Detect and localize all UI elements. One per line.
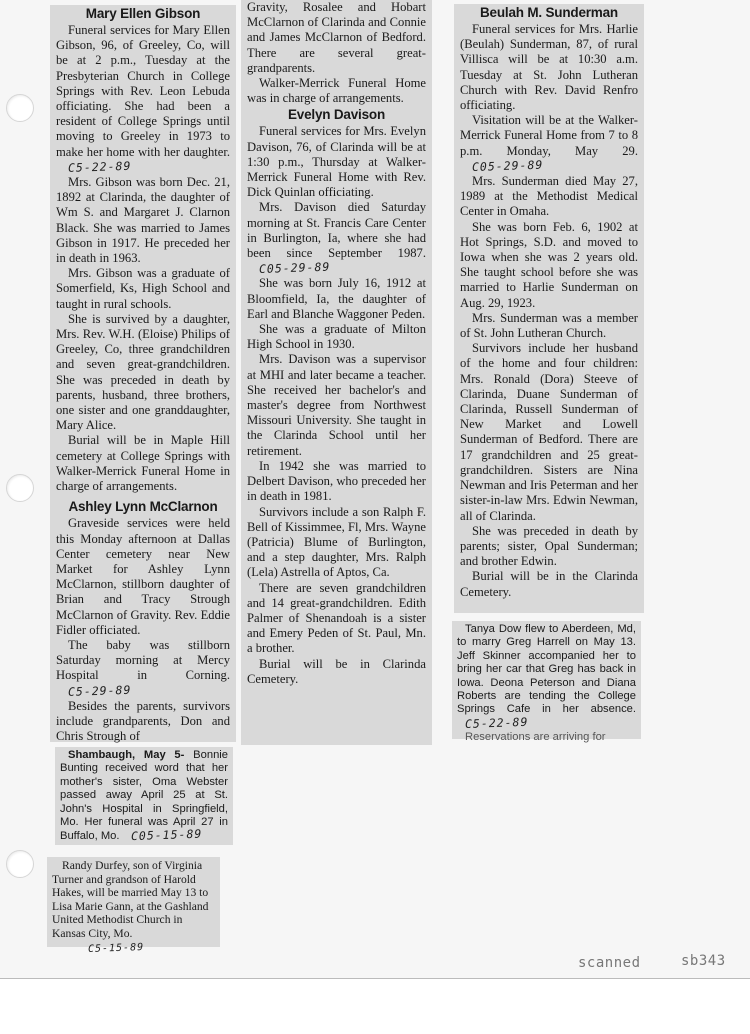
handwritten-date: C5-22-89 (464, 714, 529, 731)
mcclarnon-continued: Gravity, Rosalee and Hobart McClarnon of Clarinda and Connie and James McClarnon of Bedford. There are several great-grandparents. (247, 0, 426, 75)
davison-paragraph: She was born July 16, 1912 at Bloomfield, Ia, the daughter of Earl and Blanche Waggoner Peden. (247, 276, 426, 321)
clipping-davison (241, 0, 432, 745)
durfey-paragraph: Randy Durfey, son of Virginia Turner and grandson of Harold Hakes, will be married May 13 to Lisa Marie Gann, at the Gashland United Methodist Church in Kansas City, Mo. (52, 859, 209, 940)
mcclarnon-paragraph: Walker-Merrick Funeral Home was in charge of arrangements. (247, 76, 426, 106)
clipping-sunderman (454, 4, 644, 613)
handwritten-date: C5-29-89 (67, 682, 132, 699)
binder-hole-icon (6, 94, 34, 122)
davison-paragraph: Survivors include a son Ralph F. Bell of Kissimmee, Fl, Mrs. Wayne (Patricia) Blume of Burlington, and a step daughter, Mrs. Ralph (Lela) Astrella of Aptos, Ca. (247, 504, 426, 580)
gibson-paragraph: Mrs. Gibson was a graduate of Somerfield, Ks, High School and taught in rural schools. (56, 266, 230, 311)
shambaugh-paragraph: Shambaugh, May 5- Bonnie Bunting received word that her mother's sister, Oma Webster passed away April 25 at St. John's Hospital in Springfield, Mo. Her funeral was April 27 in Buffalo, Mo. C05-15-89 (60, 749, 229, 844)
clipping-dow (452, 621, 641, 744)
handwritten-date: C05-29-89 (258, 259, 331, 277)
scanned-note: scanned (578, 955, 641, 971)
obituary-title-gibson: Mary Ellen Gibson (85, 6, 201, 21)
davison-paragraph: In 1942 she was married to Delbert Davison, who preceded her in death in 1981. (247, 458, 426, 504)
obituary-title-davison: Evelyn Davison (288, 107, 385, 123)
davison-paragraph: Mrs. Davison died Saturday morning at St. Francis Care Center in Burlington, Ia, where she had been since September 1987. C05-29-89 (247, 200, 426, 277)
davison-paragraph: She was a graduate of Milton High School in 1930. (247, 322, 426, 352)
gibson-paragraph: She is survived by a daughter, Mrs. Rev. W.H. (Eloise) Philips of Greeley, Co, three grandchildren and seven great-grandchildren. She was preceded in death by parents, husband, three brothers, one sister and one granddaughter, Mary Alice. (56, 311, 230, 433)
page-bottom-margin (0, 978, 750, 1034)
handwritten-date: C05-29-89 (471, 157, 544, 174)
sunderman-paragraph: Mrs. Sunderman died May 27, 1989 at the Methodist Medical Center in Omaha. (460, 174, 638, 219)
dow-cut-line: Reservations are arriving for (465, 731, 606, 744)
obituary-title-mcclarnon: Ashley Lynn McClarnon (68, 499, 218, 515)
handwritten-date: C05-15-89 (130, 827, 203, 844)
gibson-paragraph: Mrs. Gibson was born Dec. 21, 1892 at Clarinda, the daughter of Wm S. and Margaret J. Clarnon Black. She was married to James Gibson in 1917. He preceded her in death in 1963. (56, 175, 230, 266)
davison-paragraph: Burial will be in Clarinda Cemetery. (247, 656, 426, 686)
gibson-paragraph: Funeral services for Mary Ellen Gibson, 96, of Greeley, Co, will be at 2 p.m., Tuesday at the Presbyterian Church in College Springs with Rev. Leon Lebuda officiating. She had been a resident of College Springs until moving to Greeley in 1973 to make her home with her daughter. C5-22-89 (56, 23, 230, 175)
gibson-paragraph: Burial will be in Maple Hill cemetery at College Springs with Walker-Merrick Funeral Home in charge of arrangements. (56, 433, 230, 494)
sunderman-paragraph: Visitation will be at the Walker-Merrick Funeral Home from 7 to 8 p.m. Monday, May 29. C05-29-89 (460, 113, 638, 174)
mcclarnon-paragraph: Graveside services were held this Monday afternoon at Dallas Center cemetery near New Market for Ashley Lynn McClarnon, stillborn daughter of Brian and Tracy Strough McClarnon of Gravity. Rev. Eddie Fidler officiated. (56, 516, 230, 637)
scrapbook-code: sb343 (681, 953, 726, 969)
binder-hole-icon (6, 474, 34, 502)
davison-paragraph: Mrs. Davison was a supervisor at MHI and later became a teacher. She received her bachelor's and master's degree from Northwest Missouri University. She taught in the Clarinda School until her retirement. (247, 352, 426, 458)
sunderman-paragraph: She was preceded in death by parents; sister, Opal Sunderman; and brother Edwin. (460, 523, 638, 569)
shambaugh-dateline: Shambaugh, May 5- (68, 749, 185, 761)
handwritten-date: C5-15-89 (87, 941, 145, 955)
davison-paragraph: Funeral services for Mrs. Evelyn Davison, 76, of Clarinda will be at 1:30 p.m., Thursday at Walker-Merrick Funeral Home with Rev. Dick Quinlan officiating. (247, 124, 426, 200)
clipping-gibson-mcclarnon (50, 5, 236, 742)
mcclarnon-paragraph: The baby was stillborn Saturday morning at Mercy Hospital in Corning.C5-29-89 (56, 637, 230, 699)
dow-paragraph: Tanya Dow flew to Aberdeen, Md, to marry Greg Harrell on May 13. Jeff Skinner accompanied her to bring her car that Greg has back in Iowa. Deona Peterson and Diana Roberts are tending the College Springs Cafe in her absence. C5-22-89 (457, 623, 636, 731)
sunderman-paragraph: Funeral services for Mrs. Harlie (Beulah) Sunderman, 87, of rural Villisca will be at 10:30 a.m. Tuesday at St. John Lutheran Church with Rev. David Renfro officiating. (460, 22, 638, 113)
sunderman-paragraph: She was born Feb. 6, 1902 at Hot Springs, S.D. and moved to Iowa when she was 2 years old. She taught school before she was married to Harlie Sunderman on Aug. 29, 1923. (460, 219, 638, 310)
handwritten-date: C5-22-89 (67, 158, 132, 175)
sunderman-paragraph: Burial will be in the Clarinda Cemetery. (460, 569, 638, 599)
sunderman-paragraph: Mrs. Sunderman was a member of St. John Lutheran Church. (460, 310, 638, 341)
clipping-shambaugh (55, 747, 233, 845)
sunderman-paragraph: Survivors include her husband of the home and four children: Mrs. Ronald (Dora) Steeve of Clarinda, Duane Sunderman of Clarinda, Russell Sunderman of New Market and Lowell Sunderman of Bedford. There are 17 grandchildren and 25 great-grandchildren. Sisters are Nina Newman and Iris Peterman and her sister-in-law Mrs. Edwin Newman, all of Clarinda. (460, 341, 638, 523)
mcclarnon-paragraph: Besides the parents, survivors include grandparents, Don and Chris Strough of (56, 698, 230, 744)
davison-paragraph: There are seven grandchildren and 14 great-grandchildren. Edith Palmer of Shenandoah is a sister and Emery Peden of St. Paul, Mn. a brother. (247, 580, 426, 656)
clipping-durfey (47, 857, 220, 955)
obituary-title-sunderman: Beulah M. Sunderman (480, 5, 618, 20)
binder-hole-icon (6, 850, 34, 878)
